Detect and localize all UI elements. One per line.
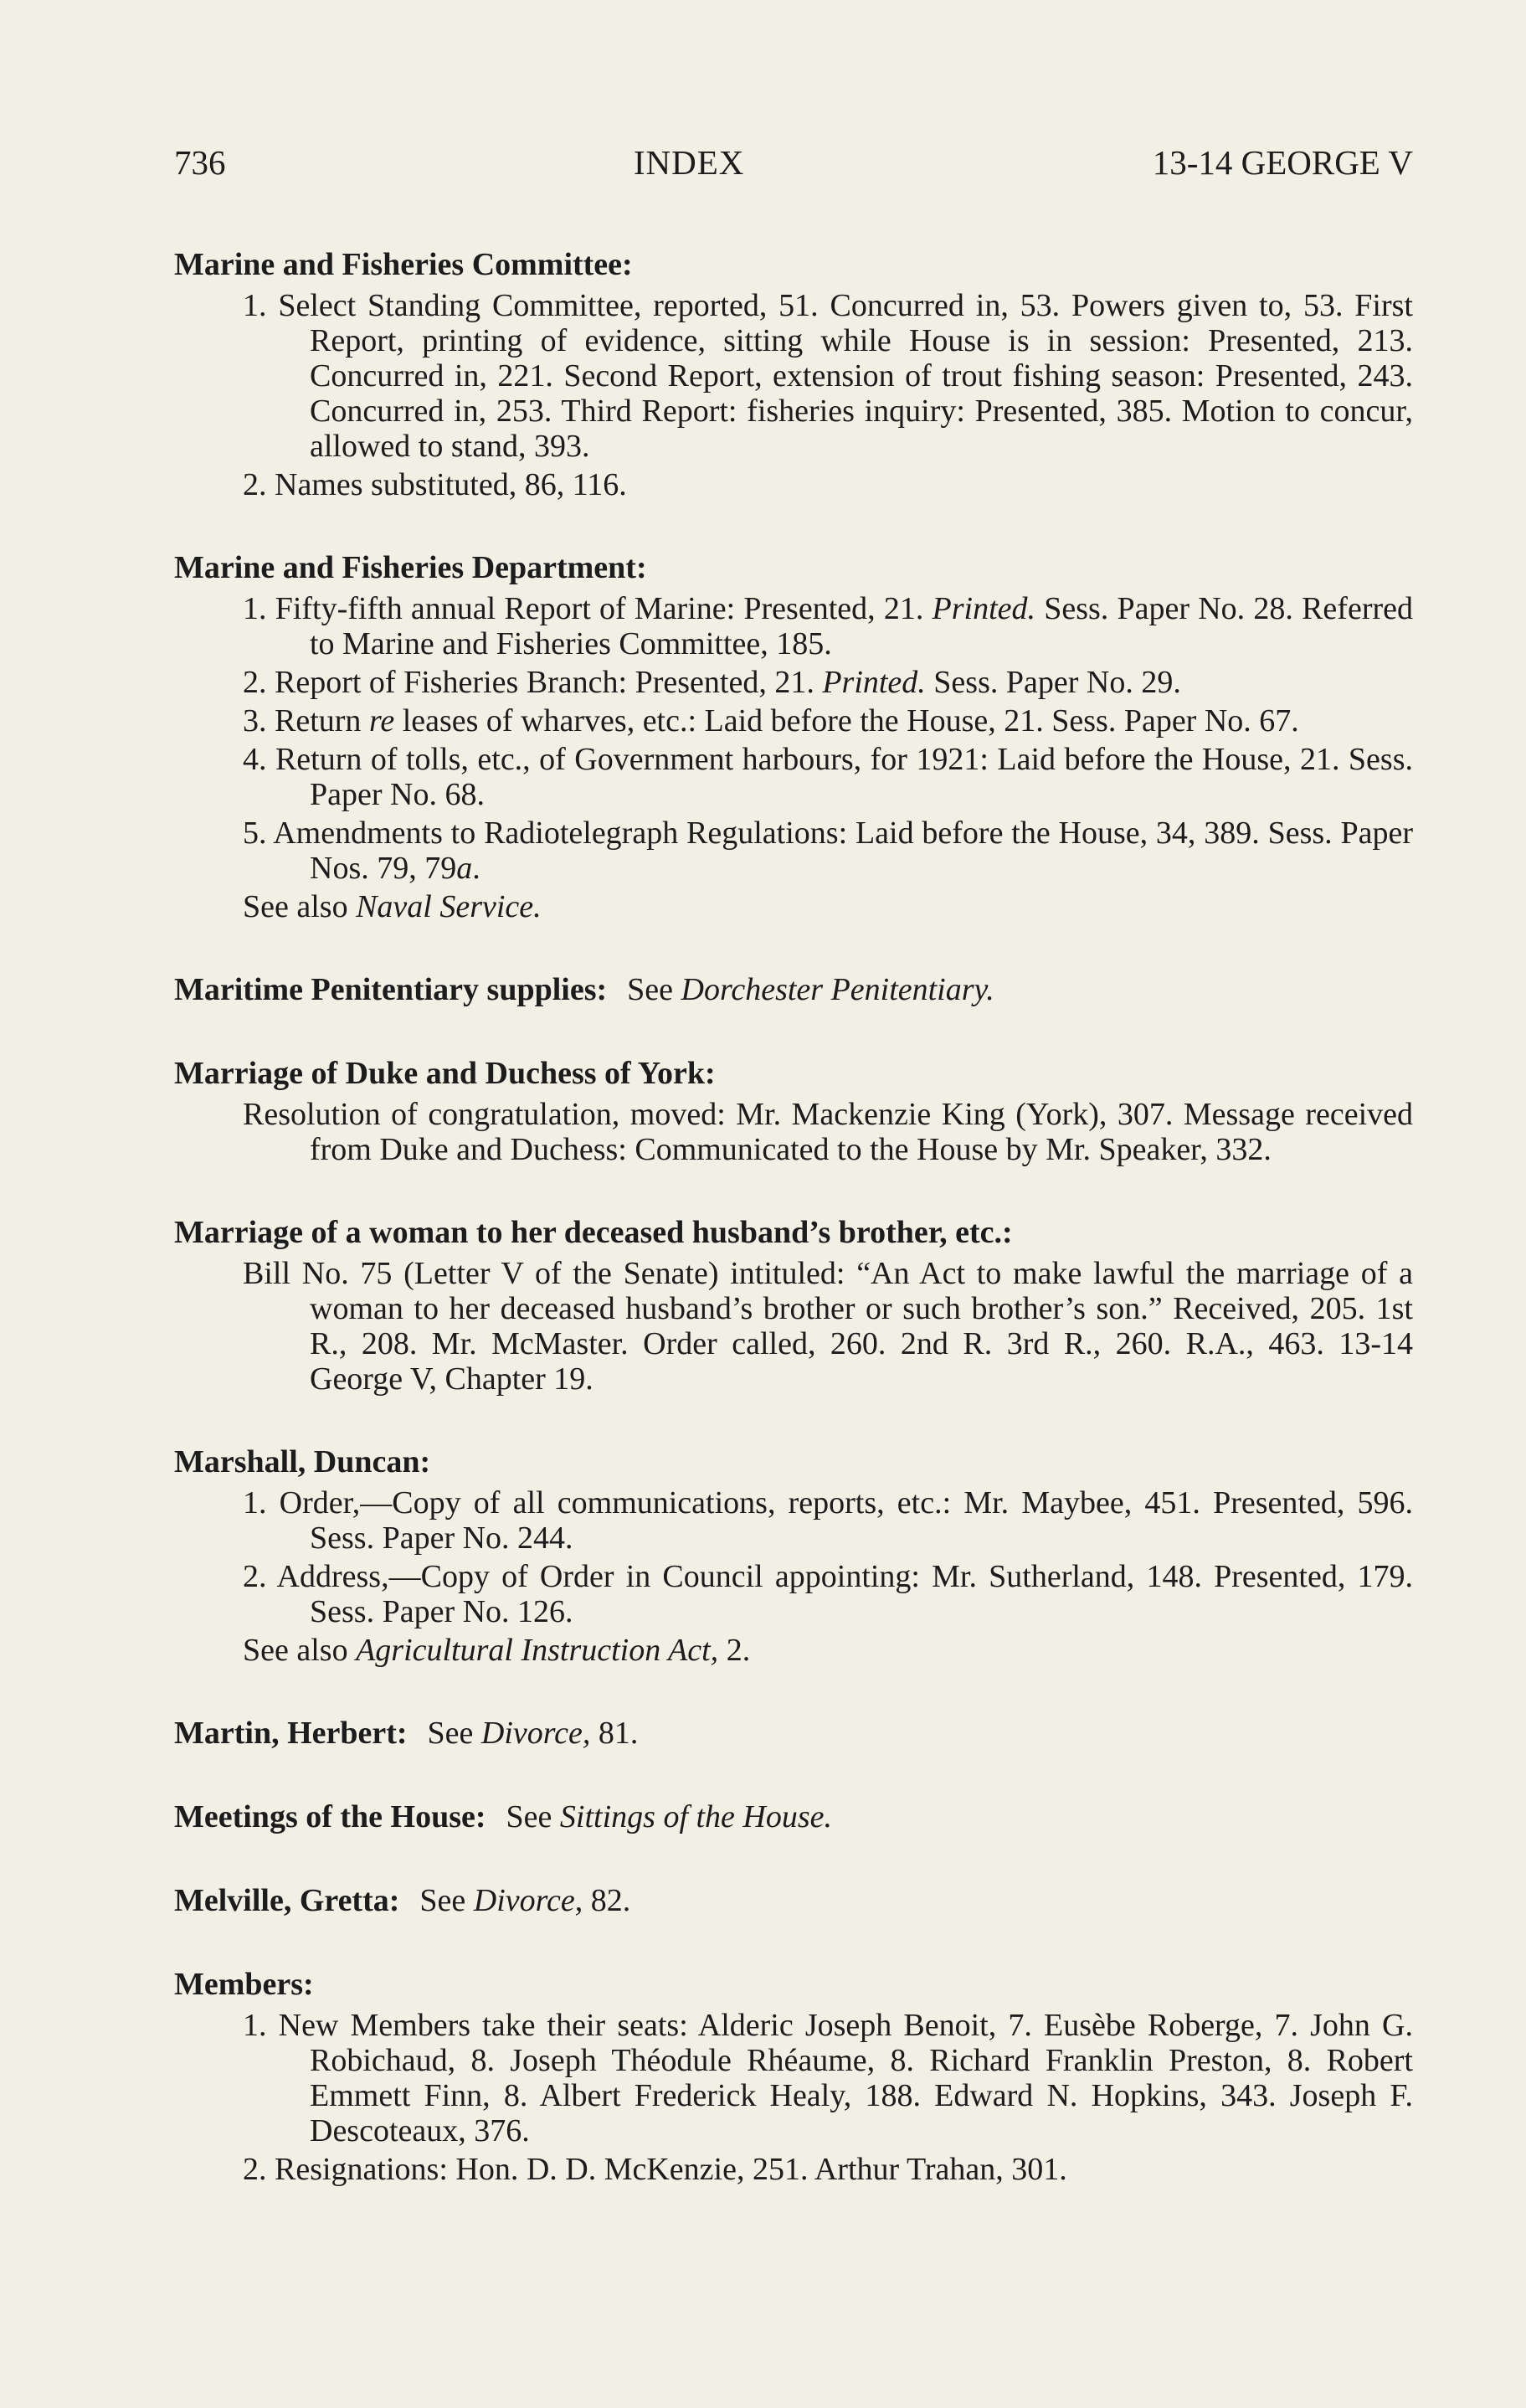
entry-heading: Marriage of Duke and Duchess of York: <box>174 1056 716 1091</box>
item-text: 3. Return <box>243 703 369 738</box>
see-page: 81. <box>590 1716 639 1751</box>
see-also-reference <box>174 1633 1413 1668</box>
entry-item <box>174 665 1413 700</box>
index-entry <box>174 1966 1413 2187</box>
item-italic: Printed. <box>932 591 1036 626</box>
entry-heading: Marriage of a woman to her deceased husband’s brother, etc.: <box>174 1215 1013 1250</box>
page-title: INDEX <box>633 143 745 182</box>
item-text: . <box>472 851 480 886</box>
entry-items <box>174 288 1413 502</box>
entry-heading-line <box>174 1798 1413 1835</box>
see-also-target: Naval Service. <box>356 889 542 924</box>
entry-item <box>174 816 1413 886</box>
index-entry <box>174 1798 1413 1835</box>
entry-heading: Meetings of the House: <box>174 1799 486 1834</box>
entry-heading: Members: <box>174 1967 314 2002</box>
entry-heading: Marine and Fisheries Committee: <box>174 247 633 282</box>
see-page: 82. <box>583 1883 631 1918</box>
entry-item: 2. Address,—Copy of Order in Council appointing: Mr. Sutherland, 148. Presented, 179. Sess. Paper No. 126. <box>243 1559 1413 1629</box>
index-entry <box>174 1715 1413 1752</box>
index-page <box>174 142 1413 2234</box>
entry-heading: Marshall, Duncan: <box>174 1444 431 1479</box>
entry-paragraph: Resolution of congratulation, moved: Mr. Mackenzie King (York), 307. Message received from Duke and Duchess: Communicated to the House by Mr. Speaker, 332. <box>243 1097 1413 1167</box>
index-entry <box>174 1443 1413 1668</box>
entry-item: 4. Return of tolls, etc., of Government harbours, for 1921: Laid before the House, 21. Sess. Paper No. 68. <box>243 742 1413 812</box>
see-reference <box>428 1716 639 1751</box>
see-target: Divorce, <box>473 1883 583 1918</box>
entry-item: 1. Order,—Copy of all communications, reports, etc.: Mr. Maybee, 451. Presented, 596. Sess. Paper No. 244. <box>243 1485 1413 1556</box>
entry-heading-line <box>174 1882 1413 1919</box>
item-text: leases of wharves, etc.: Laid before the House, 21. Sess. Paper No. 67. <box>394 703 1299 738</box>
volume-label: 13-14 GEORGE V <box>1152 143 1413 182</box>
item-italic: Printed. <box>822 665 926 700</box>
entry-items <box>174 2008 1413 2187</box>
entry-items <box>174 591 1413 886</box>
see-also-page: 2. <box>718 1633 751 1668</box>
entry-item <box>174 703 1413 738</box>
item-text: Sess. Paper No. 28. Referred to Marine and Fisheries Committee, 185. <box>310 591 1413 661</box>
index-entry <box>174 971 1413 1008</box>
see-label: See <box>506 1799 560 1834</box>
see-also-reference <box>174 889 1413 924</box>
running-head <box>174 142 1413 201</box>
entry-heading: Martin, Herbert: <box>174 1716 408 1751</box>
see-label: See <box>627 972 681 1007</box>
see-target: Divorce, <box>480 1716 591 1751</box>
see-label: See <box>419 1883 474 1918</box>
entry-heading: Melville, Gretta: <box>174 1883 400 1918</box>
entry-heading-line <box>174 1715 1413 1752</box>
item-italic: a <box>456 851 473 886</box>
see-reference <box>627 972 994 1007</box>
see-also-label: See also <box>243 889 357 924</box>
see-also-label: See also <box>243 1633 357 1668</box>
entry-heading: Marine and Fisheries Department: <box>174 550 647 585</box>
index-entry <box>174 1882 1413 1919</box>
index-entry <box>174 549 1413 924</box>
index-entry <box>174 1214 1413 1397</box>
see-target: Dorchester Penitentiary. <box>681 972 994 1007</box>
page-number: 736 <box>174 143 226 182</box>
entry-paragraph: Bill No. 75 (Letter V of the Senate) intituled: “An Act to make lawful the marriage of a woman to her deceased husband’s brother or such brother’s son.” Received, 205. 1st R., 208. Mr. McMaster. Order called, 260. 2nd R. 3rd R., 260. R.A., 463. 13-14 George V, Chapter 19. <box>243 1256 1413 1397</box>
index-entry <box>174 246 1413 502</box>
entry-item: 2. Names substituted, 86, 116. <box>243 467 627 502</box>
entry-item: 2. Resignations: Hon. D. D. McKenzie, 251. Arthur Trahan, 301. <box>243 2152 1067 2187</box>
item-text: 2. Report of Fisheries Branch: Presented, 21. <box>243 665 823 700</box>
entry-heading-line <box>174 971 1413 1008</box>
item-text: 1. Fifty-fifth annual Report of Marine: Presented, 21. <box>243 591 933 626</box>
entry-heading: Maritime Penitentiary supplies: <box>174 972 608 1007</box>
see-label: See <box>427 1716 481 1751</box>
entry-items <box>174 1485 1413 1629</box>
entry-item <box>174 591 1413 661</box>
item-text: Sess. Paper No. 29. <box>925 665 1181 700</box>
see-reference <box>506 1799 832 1834</box>
entry-item: 1. Select Standing Committee, reported, 51. Concurred in, 53. Powers given to, 53. First Report, printing of evidence, sitting while House is in session: Presented, 213. Concurred in, 221. Second Report, extension of trout fishing season: Presented, 243. Concurred in, 253. Third Report: fisheries inquiry: Presented, 385. Motion to concur, allowed to stand, 393. <box>243 288 1413 464</box>
see-target: Sittings of the House. <box>559 1799 833 1834</box>
see-reference <box>419 1883 630 1918</box>
entry-item: 1. New Members take their seats: Alderic Joseph Benoit, 7. Eusèbe Roberge, 7. John G. Robichaud, 8. Joseph Théodule Rhéaume, 8. Richard Franklin Preston, 8. Robert Emmett Finn, 8. Albert Frederick Healy, 188. Edward N. Hopkins, 343. Joseph F. Descoteaux, 376. <box>243 2008 1413 2148</box>
item-italic: re <box>368 703 395 738</box>
item-text: 5. Amendments to Radiotelegraph Regulations: Laid before the House, 34, 389. Sess. Paper Nos. 79, 79 <box>243 816 1413 886</box>
see-also-target: Agricultural Instruction Act, <box>356 1633 719 1668</box>
index-entry <box>174 1055 1413 1167</box>
